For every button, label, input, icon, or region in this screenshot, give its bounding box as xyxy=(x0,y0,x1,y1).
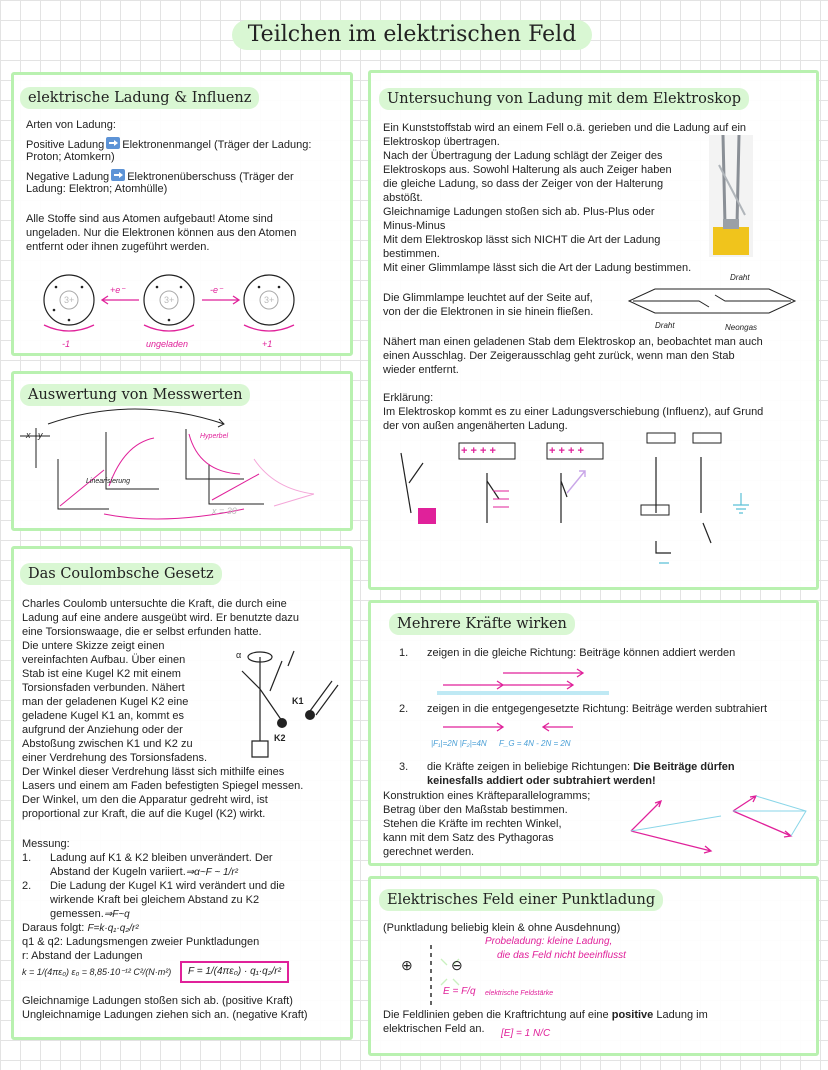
lamp-label: Draht xyxy=(730,273,750,282)
field-sketch xyxy=(411,941,471,1011)
text-line: Stab ist eine Kugel K2 mit einem xyxy=(22,668,181,680)
text-line: Der Winkel dieser Verdrehung lässt sich mithilfe eines xyxy=(22,766,285,778)
text-line: einen Ausschlag. Der Zeigerausschlag geht zurück, wenn man den Stab xyxy=(383,350,735,362)
graph-label: x = 30 xyxy=(212,506,237,516)
text-line: Die Feldlinien geben die Kraftrichtung auf eine positive Ladung im xyxy=(383,1009,708,1021)
text-line: Ungleichnamige Ladungen ziehen sich an. (negative Kraft) xyxy=(22,1009,308,1021)
text-line: Ladung: Elektron; Atomhülle) xyxy=(26,183,168,195)
section-feld xyxy=(368,876,819,1056)
text-line: entfernt oder ihnen zugeführt werden. xyxy=(26,241,210,253)
text-line: vereinfachten Aufbau. Über einen xyxy=(22,654,186,666)
field-formula: E = F/q xyxy=(443,986,476,997)
lamp-label: Draht xyxy=(655,321,675,330)
text-line: ungeladen. Nur die Elektronen können aus den Atomen xyxy=(26,227,297,239)
ball-k2 xyxy=(277,718,287,728)
remove-electron-label: -e⁻ xyxy=(210,285,223,295)
text-line: einer Verdrehung des Torsionsfadens. xyxy=(22,752,208,764)
influenz-sketches xyxy=(371,433,811,573)
section-heading: Das Coulombsche Gesetz xyxy=(20,563,222,585)
text-line: eine Torsionswaage, die er selbst erfunden hatte. xyxy=(22,626,262,638)
positive-charge-icon: ⊕ xyxy=(401,957,413,973)
sketch-label: K2 xyxy=(274,733,286,743)
text-line: Konstruktion eines Kräfteparallelogramms; xyxy=(383,790,591,802)
ball-k1 xyxy=(305,710,315,720)
text-line: man der geladenen Kugel K2 eine xyxy=(22,696,189,708)
text-line: Die Glimmlampe leuchtet auf der Seite auf, xyxy=(383,292,593,304)
text-line: Positive Ladung Elektronenmangel (Träger der Ladung: xyxy=(26,139,312,151)
text-line: Negative Ladung Elektronenüberschuss (Träger der xyxy=(26,171,294,183)
text-line: abstößt. xyxy=(383,192,423,204)
arrow-right-icon xyxy=(106,137,120,149)
probe-note: Probeladung: kleine Ladung, xyxy=(485,936,613,947)
text-line: wirkende Kraft bei gleichem Abstand zu K2 xyxy=(50,894,260,906)
text-line: Daraus folgt: F=k·q₁·q₂/r² xyxy=(22,922,139,934)
section-heading: Auswertung von Messwerten xyxy=(20,384,250,406)
text-line: q1 & q2: Ladungsmengen zweier Punktladungen xyxy=(22,936,260,948)
text-line: geladene Kugel K1 an, kommt es xyxy=(22,710,185,722)
list-item: 1. Ladung auf K1 & K2 bleiben unverändert. Der xyxy=(22,852,273,864)
atom-core-label: 3+ xyxy=(164,295,175,305)
torsion-balance-sketch xyxy=(232,641,342,761)
lamp-label: Neongas xyxy=(725,323,758,332)
table-header: y xyxy=(38,430,43,440)
force-calc: F_G = 4N - 2N = 2N xyxy=(499,739,571,748)
charge-plate: + + + + xyxy=(549,445,584,457)
atom-core-label: 3+ xyxy=(64,295,75,305)
text-line: Der Winkel, um den die Apparatur gedreht wird, ist xyxy=(22,794,268,806)
negative-charge-icon: ⊖ xyxy=(451,957,463,973)
field-formula-label: elektrische Feldstärke xyxy=(485,990,554,997)
atom-core-label: 3+ xyxy=(264,295,275,305)
text-line: Betrag über den Maßstab bestimmen. xyxy=(383,804,568,816)
text-line: Charles Coulomb untersuchte die Kraft, die durch eine xyxy=(22,598,287,610)
section-heading: elektrische Ladung & Influenz xyxy=(20,87,259,109)
charge-label: ungeladen xyxy=(146,339,189,349)
text-line: Im Elektroskop kommt es zu einer Ladungsverschiebung (Influenz), auf Grund xyxy=(383,406,764,418)
list-item: 2. zeigen in die entgegengesetzte Richtung: Beiträge werden subtrahiert xyxy=(399,703,768,715)
text-line: die gleiche Ladung, so dass der Zeiger von der Halterung xyxy=(383,178,664,190)
force-calc: |F₁|=2N |F₂|=4N xyxy=(431,739,487,748)
text-line: Ein Kunststoffstab wird an einem Fell o.ä. gerieben und die Ladung auf ein xyxy=(383,122,747,134)
text-line: gemessen.⇒F~q xyxy=(50,908,130,920)
text-line: Die untere Skizze zeigt einen xyxy=(22,640,165,652)
sketch-label: α xyxy=(236,650,242,660)
text-line: Abstand der Kugeln variiert.⇒α~F ~ 1/r² xyxy=(50,866,238,878)
coulomb-formula-box: F = 1/(4πε₀) · q₁·q₂/r² xyxy=(180,961,289,983)
constant-note: k = 1/(4πε₀) ε₀ = 8,85·10⁻¹² C²/(N·m²) xyxy=(22,967,172,977)
text-line: Alle Stoffe sind aus Atomen aufgebaut! Atome sind xyxy=(26,213,273,225)
text-line: Nähert man einen geladenen Stab dem Elektroskop an, beobachtet man auch xyxy=(383,336,763,348)
charge-plate: + + + + xyxy=(461,445,496,457)
text-line: Messung: xyxy=(22,838,70,850)
text-line: Torsionsfaden verbunden. Nähert xyxy=(22,682,185,694)
text-line: Gleichnamige Ladungen stoßen sich ab. (positive Kraft) xyxy=(22,995,293,1007)
text-line: Proton; Atomkern) xyxy=(26,151,115,163)
charge-label: +1 xyxy=(262,339,273,349)
list-item: 3. die Kräfte zeigen in beliebige Richtungen: Die Beiträge dürfen xyxy=(399,761,735,773)
section-kraefte xyxy=(368,600,819,866)
text-line: Mit dem Elektroskop lässt sich NICHT die Art der Ladung xyxy=(383,234,661,246)
section-coulomb xyxy=(11,546,353,1040)
text-line: elektrischen Feld an. xyxy=(383,1023,485,1035)
section-elektroskop xyxy=(368,70,819,590)
text-line: Elektroskop übertragen. xyxy=(383,136,500,148)
section-heading: Mehrere Kräfte wirken xyxy=(389,613,575,635)
text-line: r: Abstand der Ladungen xyxy=(22,950,143,962)
charge-label: -1 xyxy=(62,339,71,349)
table-header: x xyxy=(26,430,31,440)
text-line: Erklärung: xyxy=(383,392,434,404)
list-item: 1. zeigen in die gleiche Richtung: Beiträge können addiert werden xyxy=(399,647,736,659)
text-line: Nach der Übertragung der Ladung schlägt der Zeiger des xyxy=(383,150,663,162)
same-direction-forces xyxy=(433,665,613,705)
text-line: proportional zur Kraft, die auf die Kugel (K2) wirkt. xyxy=(22,808,266,820)
force-parallelogram-sketch xyxy=(621,791,811,866)
probe-note: die das Feld nicht beeinflusst xyxy=(497,950,626,961)
text-line: Arten von Ladung: xyxy=(26,119,116,131)
text-line: Elektroskops aus. Sowohl Halterung als auch Zeiger haben xyxy=(383,164,672,176)
text-line: aufgrund der Anziehung oder der xyxy=(22,724,183,736)
text-line: Minus-Minus xyxy=(383,220,446,232)
text-line: Mit einer Glimmlampe lässt sich die Art der Ladung bestimmen. xyxy=(383,262,692,274)
text-line: Abstoßung zwischen K1 und K2 zu xyxy=(22,738,193,750)
graph-label: Hyperbel xyxy=(200,433,229,440)
text-line: Ladung auf eine andere ausgeübt wird. Er benutzte dazu xyxy=(22,612,300,624)
page-title: Teilchen im elektrischen Feld xyxy=(232,20,592,50)
graph-sketches xyxy=(14,414,344,529)
text-line: wieder entfernt. xyxy=(383,364,459,376)
graph-label: Linearisierung xyxy=(86,478,130,485)
text-line: Stehen die Kräfte im rechten Winkel, xyxy=(383,818,562,830)
add-electron-label: +e⁻ xyxy=(110,285,126,295)
text-line: bestimmen. xyxy=(383,248,440,260)
text-line: gerechnet werden. xyxy=(383,846,475,858)
text-line: der von außen angenäherten Ladung. xyxy=(383,420,568,432)
text-line: von der die Elektronen in sie hinein fließen. xyxy=(383,306,594,318)
elektroskop-photo xyxy=(709,135,753,257)
text-line: Lasers und einem am Faden befestigten Spiegel messen. xyxy=(22,780,304,792)
text-line: (Punktladung beliebig klein & ohne Ausdehnung) xyxy=(383,922,621,934)
arrow-right-icon xyxy=(111,169,125,181)
opposite-direction-forces xyxy=(433,717,613,739)
list-item: 2. Die Ladung der Kugel K1 wird verändert und die xyxy=(22,880,285,892)
section-auswertung xyxy=(11,371,353,531)
text-line: Gleichnamige Ladungen stoßen sich ab. Plus-Plus oder xyxy=(383,206,655,218)
text-line: kann mit dem Satz des Pythagoras xyxy=(383,832,554,844)
section-heading: Untersuchung von Ladung mit dem Elektroskop xyxy=(379,88,749,110)
section-heading: Elektrisches Feld einer Punktladung xyxy=(379,889,663,911)
unit-note: [E] = 1 N/C xyxy=(501,1028,551,1039)
text-line: keinesfalls addiert oder subtrahiert werden! xyxy=(427,775,656,787)
section-ladung xyxy=(11,72,353,356)
sketch-label: K1 xyxy=(292,696,304,706)
